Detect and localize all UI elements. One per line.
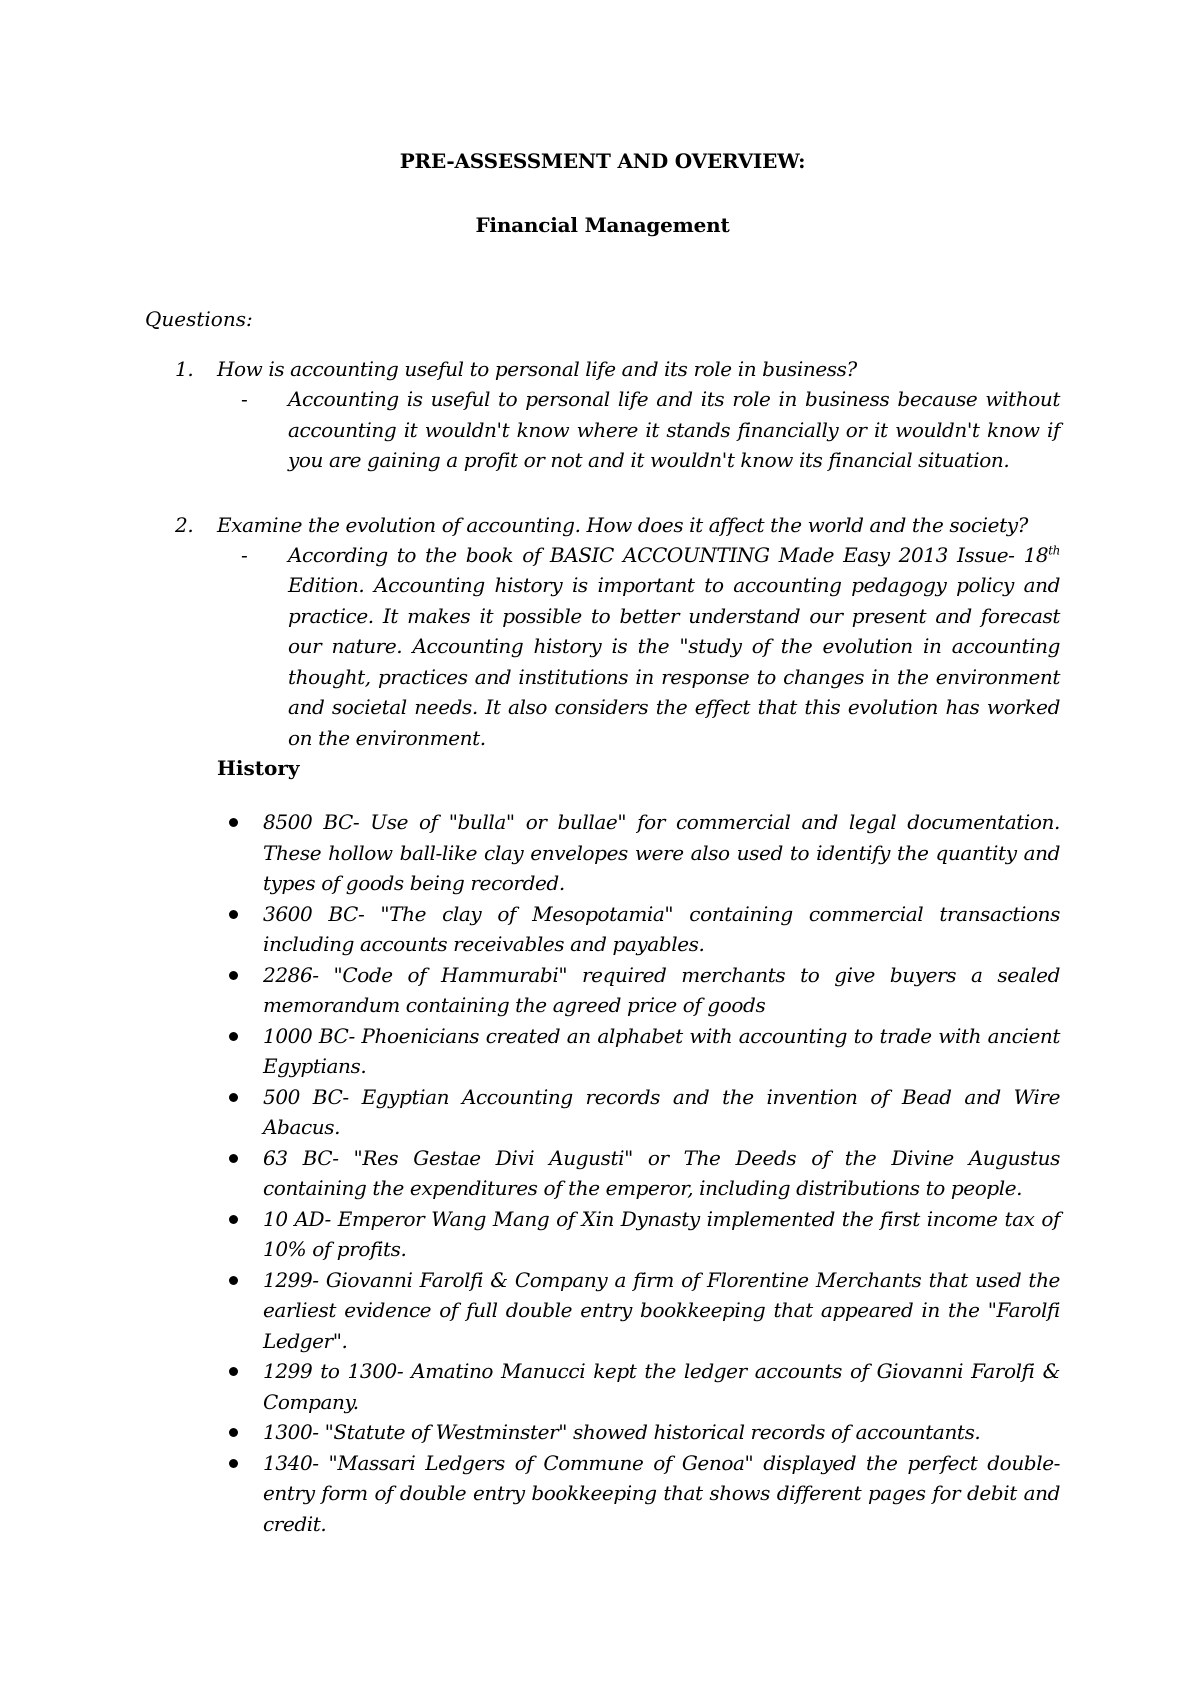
answer-text-pre: According to the book of BASIC ACCOUNTING Made Easy 2013 Issue- 18	[288, 542, 1049, 567]
history-item	[263, 1143, 1060, 1204]
history-item-text: 1340- "Massari Ledgers of Commune of Genoa" displayed the perfect double-entry form of double entry bookkeeping that shows different pages for debit and credit.	[263, 1450, 1060, 1536]
history-item-text: 1300- "Statute of Westminster" showed historical records of accountants.	[263, 1420, 981, 1444]
question-text: Examine the evolution of accounting. How does it affect the world and the society?	[217, 512, 1028, 537]
history-item	[263, 960, 1060, 1021]
bullet-icon	[229, 1032, 238, 1041]
history-item-text: 8500 BC- Use of "bulla" or bullae" for commercial and legal documentation. These hollow ball-like clay envelopes were also used to identify the quantity and types of goods being recorded.	[263, 810, 1060, 895]
bullet-icon	[229, 1428, 238, 1437]
history-item	[263, 1082, 1060, 1143]
history-item-text: 10 AD- Emperor Wang Mang of Xin Dynasty implemented the first income tax of 10% of profits.	[263, 1206, 1060, 1261]
history-item	[263, 807, 1060, 899]
history-item	[263, 1417, 1060, 1448]
history-item-text: 1299 to 1300- Amatino Manucci kept the ledger accounts of Giovanni Farolfi & Company.	[263, 1359, 1060, 1414]
bullet-icon	[229, 1154, 238, 1163]
history-item	[263, 1204, 1060, 1265]
bullet-icon	[229, 1459, 238, 1468]
history-item	[263, 1448, 1060, 1540]
bullet-icon	[229, 1093, 238, 1102]
dash-marker: -	[241, 542, 248, 567]
history-item-text: 1299- Giovanni Farolfi & Company a firm of Florentine Merchants that used the earliest evidence of full double entry bookkeeping that appeared in the "Farolfi Ledger".	[263, 1267, 1060, 1353]
history-item	[263, 1265, 1060, 1357]
bullet-icon	[229, 1276, 238, 1285]
history-item-text: 63 BC- "Res Gestae Divi Augusti" or The Deeds of the Divine Augustus containing the expenditures of the emperor, including distributions to people.	[263, 1145, 1060, 1200]
history-heading: History	[217, 756, 300, 780]
ordinal-suffix: th	[1048, 542, 1060, 557]
document-subtitle: Financial Management	[475, 213, 730, 237]
history-item-text: 1000 BC- Phoenicians created an alphabet with accounting to trade with ancient Egyptians.	[263, 1023, 1060, 1078]
document-title: PRE-ASSESSMENT AND OVERVIEW:	[399, 149, 806, 173]
answer-2	[145, 540, 1060, 754]
dash-marker: -	[241, 387, 248, 411]
history-item	[263, 1021, 1060, 1082]
bullet-icon	[229, 1215, 238, 1224]
question-text: How is accounting useful to personal life and its role in business?	[217, 357, 857, 381]
questions-label: Questions:	[145, 307, 253, 331]
bullet-icon	[229, 818, 238, 827]
question-number: 2.	[175, 512, 194, 537]
answer-text-post: Edition. Accounting history is important to accounting pedagogy policy and practice. It makes it possible to better understand our present and forecast our nature. Accounting history is the "study of the evolution in accounting thought, practices and institutions in response to changes in the environment and societal needs. It also considers the effect that this evolution has worked on the environment.	[288, 573, 1060, 750]
history-list	[145, 807, 1060, 1539]
history-item-text: 3600 BC- "The clay of Mesopotamia" containing commercial transactions including accounts receivables and payables.	[263, 901, 1060, 956]
answer-1	[145, 384, 1060, 476]
history-item	[263, 899, 1060, 960]
history-item	[263, 1356, 1060, 1417]
question-2	[145, 510, 1060, 540]
bullet-icon	[229, 971, 238, 980]
bullet-icon	[229, 910, 238, 919]
bullet-icon	[229, 1367, 238, 1376]
answer-text: Accounting is useful to personal life and its role in business because without accounting it wouldn't know where it stands financially or it wouldn't know if you are gaining a profit or not and it wouldn't know its financial situation.	[288, 387, 1060, 472]
question-number: 1.	[175, 357, 194, 381]
question-1	[145, 354, 1060, 384]
history-item-text: 2286- "Code of Hammurabi" required merchants to give buyers a sealed memorandum containing the agreed price of goods	[263, 962, 1060, 1017]
history-item-text: 500 BC- Egyptian Accounting records and the invention of Bead and Wire Abacus.	[263, 1084, 1060, 1139]
